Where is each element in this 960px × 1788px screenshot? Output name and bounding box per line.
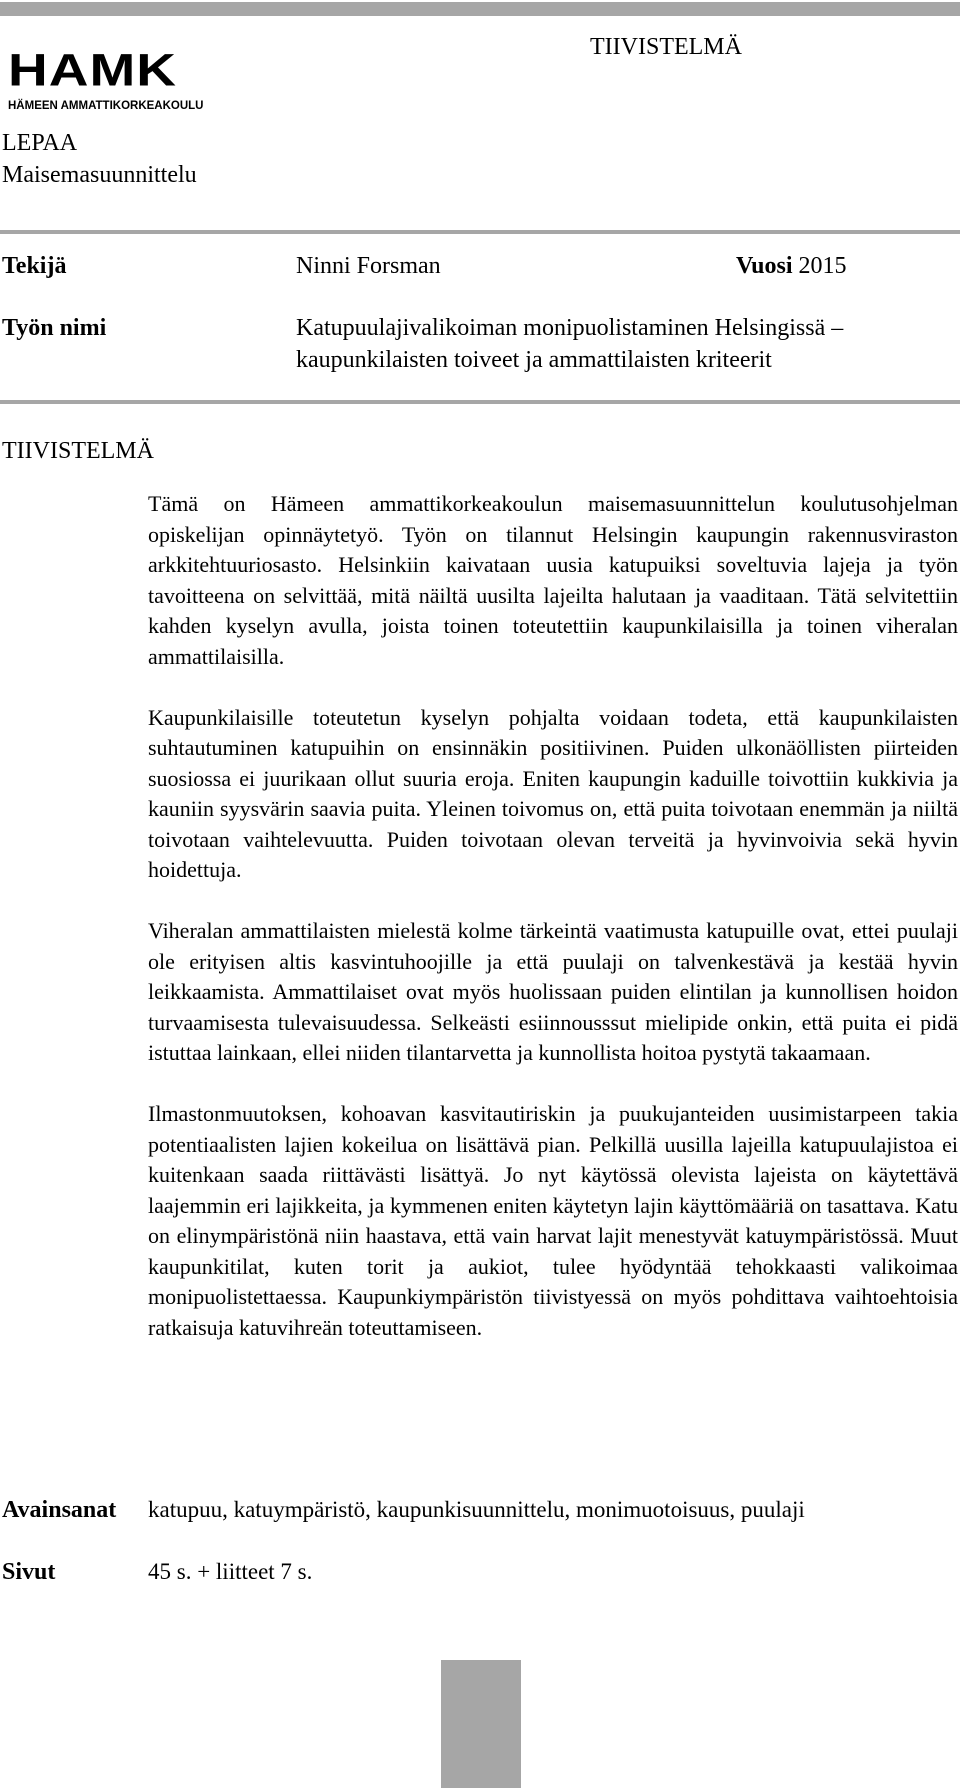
campus-name: LEPAA [2, 130, 78, 156]
abstract-body [148, 489, 958, 1343]
author-label: Tekijä [2, 253, 67, 279]
school-info [2, 127, 197, 191]
abstract-paragraph: Tämä on Hämeen ammattikorkeakoulun maisemasuunnittelun koulutusohjelman opiskelijan opinnäytetyö. Työn on tilannut Helsingin kaupungin rakennusviraston arkkitehtuuriosasto. Helsinkiin kaivataan uusia katupuiksi soveltuvia lajeja ja työn tavoitteena on selvittää, mitä näiltä uusilta lajeilta halutaan ja vaaditaan. Tätä selvitettiin kahden kyselyn avulla, joista toinen toteutettiin kaupunkilaisilla ja toinen viheralan ammattilaisilla. [148, 491, 958, 669]
document-type: TIIVISTELMÄ [590, 34, 742, 60]
pages-value: 45 s. + liitteet 7 s. [148, 1559, 313, 1584]
abstract-paragraph: Ilmastonmuutoksen, kohoavan kasvitautiriskin ja puukujanteiden uusimistarpeen takia potentiaalisten lajien kokeilua on lisättävä pian. Pelkillä uusilla lajeilla katupuulajistoa ei kuitenkaan saada riittävästi lisättyä. Jo nyt käytössä olevista lajeista on käytettävä laajemmin eri lajikkeita, ja kymmenen eniten käytetyn lajin käyttömääriä on tasattava. Katu on elinympäristönä niin haastava, että vain harvat lajit menestyvät katuympäristössä. Muut kaupunkitilat, kuten torit ja aukiot, tulee hyödyntää tehokkaasti valikoimaa monipuolistettaessa. Kaupunkiympäristön tiivistyessä on myös pohdittava vaihtoehtoisia ratkaisuja katuvihreän toteuttamiseen. [148, 1101, 958, 1340]
abstract-paragraph: Viheralan ammattilaisten mielestä kolme tärkeintä vaatimusta katupuille ovat, ettei puulaji ole erityisen altis kasvintuhoojille ja että puulaji on talvenkestävä ja kestää hyvin leikkaamista. Ammattilaiset ovat myös huolissaan puiden elintilan ja kunnollisen hoidon turvaamisesta tulevaisuudessa. Selkeästi esiinnousssut mielipide onkin, että puita ei pidä istuttaa lainkaan, ellei niiden tilantarvetta ja kunnollista hoitoa pystytä takaamaan. [148, 918, 958, 1065]
author-name: Ninni Forsman [296, 253, 441, 279]
keywords-label: Avainsanat [2, 1497, 117, 1523]
title-label: Työn nimi [2, 315, 107, 341]
year-label: Vuosi [736, 253, 793, 279]
hamk-logo [8, 44, 244, 112]
logo-subtitle: HÄMEEN AMMATTIKORKEAKOULU [8, 100, 204, 112]
top-rule [0, 2, 960, 16]
abstract-paragraph: Kaupunkilaisille toteutetun kyselyn pohjalta voidaan todeta, että kaupunkilaisten suhtautuminen katupuihin on ensinnäkin positiivinen. Puiden ulkonäöllisten piirteiden suosiossa ei juurikaan ollut suuria eroja. Eniten kaupungin kaduille toivottiin kukkivia ja kauniin syysvärin saavia puita. Yleinen toivomus on, että puita toivotaan enemmän ja niiltä toivotaan vaihtelevuutta. Puiden toivotaan olevan terveitä ja hyvinvoivia sekä hyvin hoidettuja. [148, 704, 958, 882]
year-field [736, 250, 846, 282]
divider-middle [0, 400, 960, 404]
program-name: Maisemasuunnittelu [2, 162, 197, 188]
abstract-heading: TIIVISTELMÄ [2, 438, 154, 464]
logo-wordmark: HAMK [8, 44, 177, 96]
thesis-title [296, 312, 843, 376]
year-value: 2015 [798, 253, 847, 279]
divider-top [0, 230, 960, 234]
thesis-title-line-2: kaupunkilaisten toiveet ja ammattilaisten kriteerit [296, 347, 772, 373]
keywords-value: katupuu, katuympäristö, kaupunkisuunnittelu, monimuotoisuus, puulaji [148, 1497, 805, 1522]
thesis-title-line-1: Katupuulajivalikoiman monipuolistaminen Helsingissä – [296, 315, 844, 341]
pages-label: Sivut [2, 1559, 56, 1585]
footer-tab [441, 1660, 521, 1788]
